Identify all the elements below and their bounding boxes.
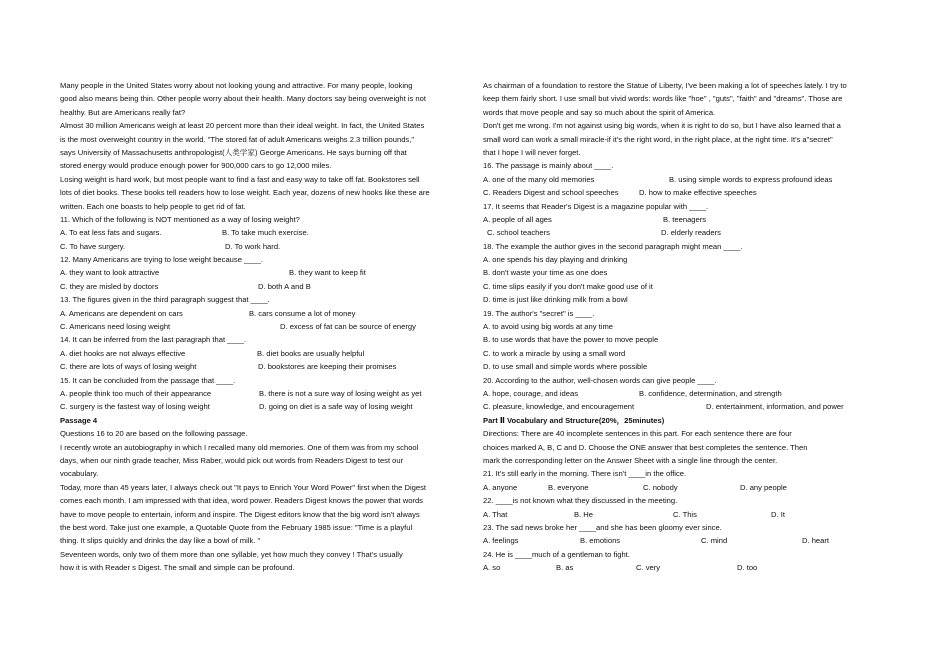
option-d: D. both A and B [258, 281, 311, 291]
question-22: 22. ____is not known what they discussed in the meeting. [483, 496, 678, 506]
option-b: B. confidence, determination, and strength [639, 388, 782, 398]
option-d: D. going on diet is a safe way of losing weight [259, 402, 413, 412]
question-20: 20. According to the author, well-chosen words can give people ____. [483, 375, 717, 385]
question-18: 18. The example the author gives in the second paragraph might mean ____. [483, 241, 743, 251]
option-d: D. It [771, 509, 785, 519]
question-options [60, 226, 466, 239]
option-d: D. bookstores are keeping their promises [258, 362, 397, 372]
option-a: A. so [483, 563, 501, 573]
option-b: B. To take much exercise. [222, 228, 309, 238]
passage-line: keep them fairly short. I use small but vivid words: words like "hoe" , "guts", "faith" and "dreams". Those are [483, 94, 843, 104]
passage-line: Almost 30 million Americans weigh at least 20 percent more than their ideal weight. In fact, the United States [60, 121, 425, 131]
option-c: C. Readers Digest and school speeches [483, 188, 619, 198]
option-d: D. too [737, 563, 758, 573]
option-b: B. don't waste your time as one does [483, 268, 608, 278]
question-16: 16. The passage is mainly about ____. [483, 161, 614, 171]
option-c: C. nobody [643, 482, 678, 492]
question-options [60, 320, 466, 333]
option-a: A. Americans are dependent on cars [60, 308, 183, 318]
option-b: B. to use words that have the power to move people [483, 335, 659, 345]
passage-line: Seventeen words, only two of them more than one syllable, yet how much they convey ! That's usually [60, 549, 403, 559]
option-b: B. emotions [580, 536, 621, 546]
passage-line: good also means being thin. Other people worry about their health. Many doctors say being overweight is not [60, 94, 426, 104]
option-d: D. to use small and simple words where possible [483, 362, 648, 372]
option-a: A. to avoid using big words at any time [483, 322, 614, 332]
option-c: C. school teachers [487, 228, 550, 238]
option-c: C. very [636, 563, 661, 573]
option-c: C. pleasure, knowledge, and encouragement [483, 402, 635, 412]
question-options [60, 280, 466, 293]
question-14: 14. It can be inferred from the last paragraph that ____. [60, 335, 247, 345]
option-b: B. diet books are usually helpful [257, 348, 365, 358]
right-column [483, 79, 875, 574]
question-options [483, 387, 875, 400]
option-c: C. mind [701, 536, 728, 546]
option-c: C. they are misled by doctors [60, 281, 159, 291]
option-b: B. He [574, 509, 593, 519]
option-a: A. To eat less fats and sugars. [60, 228, 162, 238]
passage-line: comes each month. I am impressed with that idea, word power. Readers Digest knows the power that words [60, 496, 423, 506]
option-b: B. everyone [548, 482, 589, 492]
question-12: 12. Many Americans are trying to lose weight because ____. [60, 255, 264, 265]
option-a: A. one of the many old memories [483, 174, 595, 184]
option-a: A. one spends his day playing and drinking [483, 255, 628, 265]
question-options [483, 400, 875, 413]
left-column [60, 79, 466, 574]
option-a: A. people think too much of their appearance [60, 388, 212, 398]
passage-line: I recently wrote an autobiography in which I recalled many old memories. One of them was from my school [60, 442, 419, 452]
question-options [60, 347, 466, 360]
option-d: D. To work hard. [225, 241, 281, 251]
question-options [483, 561, 875, 574]
question-24: 24. He is ____much of a gentleman to fight. [483, 549, 630, 559]
option-d: D. how to make effective speeches [639, 188, 757, 198]
question-options [60, 240, 466, 253]
question-options [60, 307, 466, 320]
option-d: D. elderly readers [661, 228, 721, 238]
passage-line: says University of Massachusetts anthropologist(人类学家) George Americans. He says burning off that [60, 147, 407, 157]
option-b: B. using simple words to express profound ideas [669, 174, 833, 184]
passage-line: thing. It slips quickly and drinks the day like a bowl of milk. " [60, 536, 261, 546]
passage-line: words that move people and say so much about the spirit of America. [483, 107, 716, 117]
question-options [483, 213, 875, 226]
option-c: C. time slips easily if you don't make good use of it [483, 281, 653, 291]
question-options [483, 173, 875, 186]
option-a: A. feelings [483, 536, 519, 546]
option-b: B. there is not a sure way of losing weight as yet [259, 388, 422, 398]
passage-line: vocabulary. [60, 469, 99, 479]
passage-line: small word can work a small miracle-if it's the right word, in the right place, at the right time. It's a"secret" [483, 134, 833, 144]
option-a: A. That [483, 509, 508, 519]
question-options [60, 387, 466, 400]
option-c: C. Americans need losing weight [60, 322, 171, 332]
option-d: D. any people [740, 482, 787, 492]
question-options [483, 508, 875, 521]
option-a: A. diet hooks are not always effective [60, 348, 186, 358]
option-d: D. heart [802, 536, 830, 546]
question-15: 15. It can be concluded from the passage that ____. [60, 375, 236, 385]
passage-line: have to move people to entertain, inform and inspire. The Digest editors know that the big word isn't always [60, 509, 420, 519]
passage-line: is the most overweight country in the world. "The stored fat of adult Americans weighs 2.3 trillion pounds," [60, 134, 415, 144]
passage-line: that I hope I will never forget. [483, 147, 581, 157]
option-b: B. cars consume a lot of money [249, 308, 356, 318]
option-b: B. teenagers [663, 214, 707, 224]
question-options [483, 186, 875, 199]
option-a: A. anyone [483, 482, 518, 492]
passage-line: lots of diet books. These books tell readers how to lose weight. Each year, dozens of new hooks like these are [60, 188, 430, 198]
option-c: C. there are lots of ways of losing weight [60, 362, 197, 372]
option-a: A. hope, courage, and ideas [483, 388, 578, 398]
option-a: A. people of all ages [483, 214, 552, 224]
directions-line: Directions: There are 40 incomplete sentences in this part. For each sentence there are four [483, 429, 792, 439]
question-11: 11. Which of the following is NOT mentioned as a way of losing weight? [60, 214, 300, 224]
passage-line: Losing weight is hard work, but most people want to find a fast and easy way to take off fat. Bookstores sell [60, 174, 420, 184]
option-d: D. entertainment, information, and power [706, 402, 844, 412]
passage-line: Don't get me wrong. I'm not against using big words, when it is right to do so, but I have also learned that a [483, 121, 841, 131]
option-c: C. This [673, 509, 697, 519]
question-13: 13. The figures given in the third paragraph suggest that ____. [60, 295, 270, 305]
question-19: 19. The author's "secret" is ____. [483, 308, 595, 318]
directions-line: choices marked A, B, C and D. Choose the ONE answer that best completes the sentence. Then [483, 442, 808, 452]
passage-line: how it is with Reader s Digest. The small and simple can be profound. [60, 563, 295, 573]
passage-line: days, when our ninth grade teacher, Miss Raber, would pick out words from Readers Digest to test our [60, 455, 404, 465]
passage-line: Questions 16 to 20 are based on the following passage. [60, 429, 248, 439]
option-c: C. surgery is the fastest way of losing weight [60, 402, 210, 412]
question-options [60, 400, 466, 413]
passage-line: Many people in the United States worry about not looking young and attractive. For many people, looking [60, 81, 413, 90]
question-options [483, 534, 875, 547]
option-a: A. they want to look attractive [60, 268, 160, 278]
passage-line: Today, more than 45 years later, I always check out "It pays to Enrich Your Word Power" first when the Digest [60, 482, 426, 492]
question-21: 21. It's still early in the morning. There isn't ____in the office. [483, 469, 687, 479]
passage-4-title: Passage 4 [60, 415, 98, 425]
option-b: B. as [556, 563, 574, 573]
question-23: 23. The sad news broke her ____and she has been gloomy ever since. [483, 522, 722, 532]
passage-line: As chairman of a foundation to restore the Statue of Liberty, I've been making a lot of speeches lately. I try to [483, 81, 847, 90]
question-17: 17. It seems that Reader's Digest is a magazine popular with ____. [483, 201, 709, 211]
option-c: C. to work a miracle by using a small word [483, 348, 626, 358]
passage-line: stored energy would produce enough power for 900,000 cars to go 12,000 miles. [60, 161, 332, 171]
question-options [483, 226, 875, 239]
option-d: D. time is just like drinking milk from a bowl [483, 295, 628, 305]
question-options [60, 266, 466, 279]
option-d: D. excess of fat can be source of energy [280, 322, 416, 332]
option-b: B. they want to keep fit [289, 268, 366, 278]
question-options [60, 360, 466, 373]
option-c: C. To have surgery. [60, 241, 126, 251]
part-2-title: Part Ⅱ Vocabulary and Structure(20%，25minutes) [483, 415, 665, 425]
directions-line: mark the corresponding letter on the Answer Sheet with a single line through the center. [483, 455, 778, 465]
passage-line: written. Each one boasts to help people to get rid of fat. [60, 201, 246, 211]
passage-line: healthy. But are Americans really fat? [60, 107, 186, 117]
question-options [483, 481, 875, 494]
passage-line: the best word. Take just one example, a Quotable Quote from the February 1985 issue: "Time is a playful [60, 522, 413, 532]
